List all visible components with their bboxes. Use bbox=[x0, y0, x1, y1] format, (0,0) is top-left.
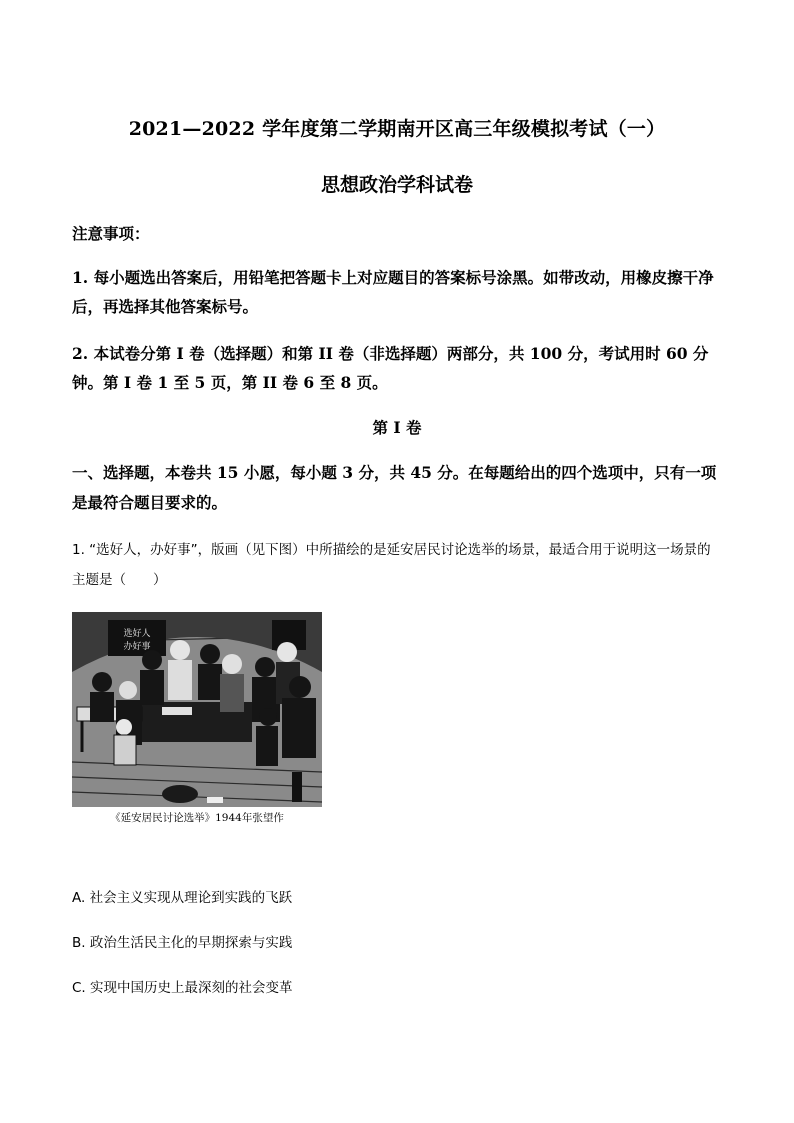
notes-heading: 注意事项： bbox=[72, 224, 150, 243]
section-title: 第 I 卷 bbox=[372, 418, 422, 437]
section-intro: 一、选择题，本卷共 15 小愿，每小题 3 分，共 45 分。在每题给出的四个选项中，只有一项是最符合题目要求的。 bbox=[72, 463, 717, 512]
svg-text:选好人: 选好人 bbox=[123, 629, 151, 639]
option-b[interactable]: B. 政治生活民主化的早期探索与实践 bbox=[72, 935, 293, 951]
note-1: 1. 每小题选出答案后，用铅笔把答题卡上对应题目的答案标号涂黑。如带改动，用橡皮擦干净后，再选择其他答案标号。 bbox=[72, 268, 714, 316]
svg-text:办好事: 办好事 bbox=[123, 642, 151, 652]
note-2: 2. 本试卷分第 I 卷（选择题）和第 II 卷（非选择题）两部分，共 100 分，考试用时 60 分钟。第 I 卷 1 至 5 页，第 II 卷 6 至 8 页。 bbox=[72, 344, 709, 392]
exam-subtitle: 思想政治学科试卷 bbox=[320, 174, 473, 196]
option-c[interactable]: C. 实现中国历史上最深刻的社会变革 bbox=[72, 980, 293, 996]
question-1-stem: 1. “选好人，办好事”，版画（见下图）中所描绘的是延安居民讨论选举的场景，最适合用于说明这一场景的主题是（ ） bbox=[72, 542, 711, 588]
exam-title: 2021—2022 学年度第二学期南开区高三年级模拟考试（一） bbox=[128, 118, 666, 140]
figure-caption: 《延安居民讨论选举》1944年张望作 bbox=[110, 812, 284, 824]
blackboard bbox=[108, 620, 166, 656]
option-a[interactable]: A. 社会主义实现从理论到实践的飞跃 bbox=[72, 890, 293, 906]
woodcut-print-image bbox=[72, 612, 322, 807]
